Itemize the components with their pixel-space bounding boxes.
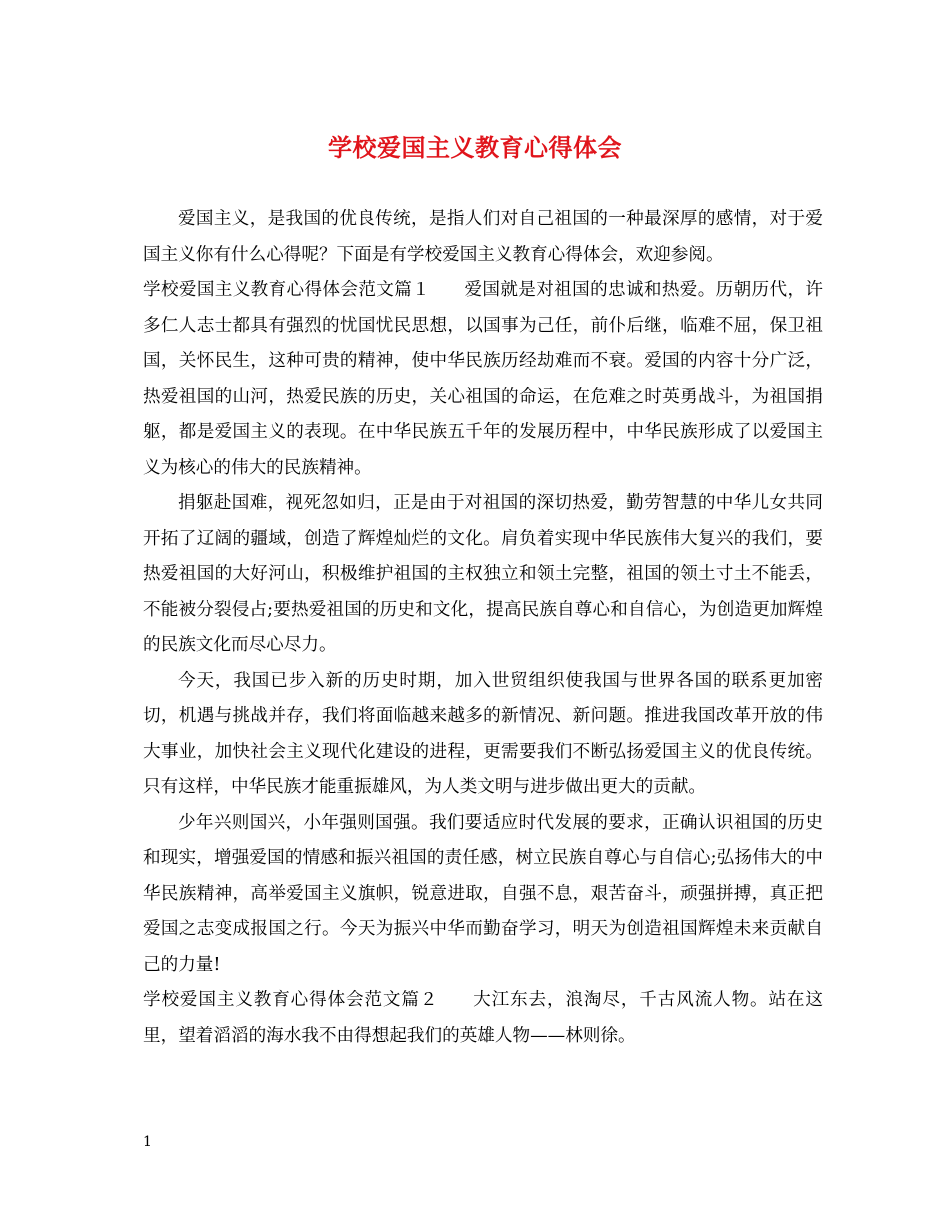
document-body: [143, 202, 823, 1054]
section-2-heading: 学校爱国主义教育心得体会范文篇２: [143, 990, 439, 1010]
page-number: 1: [143, 1134, 152, 1150]
body-paragraph: 捐躯赴国难，视死忽如归，正是由于对祖国的深切热爱，勤劳智慧的中华儿女共同开拓了辽阔的疆域，创造了辉煌灿烂的文化。肩负着实现中华民族伟大复兴的我们，要热爱祖国的大好河山，积极维护祖国的主权独立和领土完整，祖国的领土寸土不能丢，不能被分裂侵占;要热爱祖国的历史和文化，提高民族自尊心和自信心，为创造更加辉煌的民族文化而尽心尽力。: [143, 493, 823, 655]
section-2-paragraph: [143, 983, 823, 1054]
body-paragraph: 今天，我国已步入新的历史时期，加入世贸组织使我国与世界各国的联系更加密切，机遇与挑战并存，我们将面临越来越多的新情况、新问题。推进我国改革开放的伟大事业，加快社会主义现代化建设的进程，更需要我们不断弘扬爱国主义的优良传统。只有这样，中华民族才能重振雄风，为人类文明与进步做出更大的贡献。: [143, 670, 823, 797]
document-title: 学校爱国主义教育心得体会: [328, 133, 622, 162]
section-2-text: 大江东去，浪淘尽，千古风流人物。站在这里，望着滔滔的海水我不由得想起我们的英雄人物——林则徐。: [143, 990, 823, 1046]
section-1-heading: 学校爱国主义教育心得体会范文篇１: [143, 280, 431, 300]
intro-paragraph: 爱国主义，是我国的优良传统，是指人们对自己祖国的一种最深厚的感情，对于爱国主义你有什么心得呢？下面是有学校爱国主义教育心得体会，欢迎参阅。: [143, 209, 823, 265]
body-paragraph: 少年兴则国兴，小年强则国强。我们要适应时代发展的要求，正确认识祖国的历史和现实，增强爱国的情感和振兴祖国的责任感，树立民族自尊心与自信心;弘扬伟大的中华民族精神，高举爱国主义旗帜，锐意进取，自强不息，艰苦奋斗，顽强拼搏，真正把爱国之志变成报国之行。今天为振兴中华而勤奋学习，明天为创造祖国辉煌未来贡献自己的力量!: [143, 812, 823, 975]
section-1-text: 爱国就是对祖国的忠诚和热爱。历朝历代，许多仁人志士都具有强烈的忧国忧民思想，以国事为己任，前仆后继，临难不屈，保卫祖国，关怀民生，这种可贵的精神，使中华民族历经劫难而不衰。爱国的内容十分广泛，热爱祖国的山河，热爱民族的历史，关心祖国的命运，在危难之时英勇战斗，为祖国捐躯，都是爱国主义的表现。在中华民族五千年的发展历程中，中华民族形成了以爱国主义为核心的伟大的民族精神。: [143, 280, 823, 478]
section-1-paragraph: [143, 273, 823, 486]
